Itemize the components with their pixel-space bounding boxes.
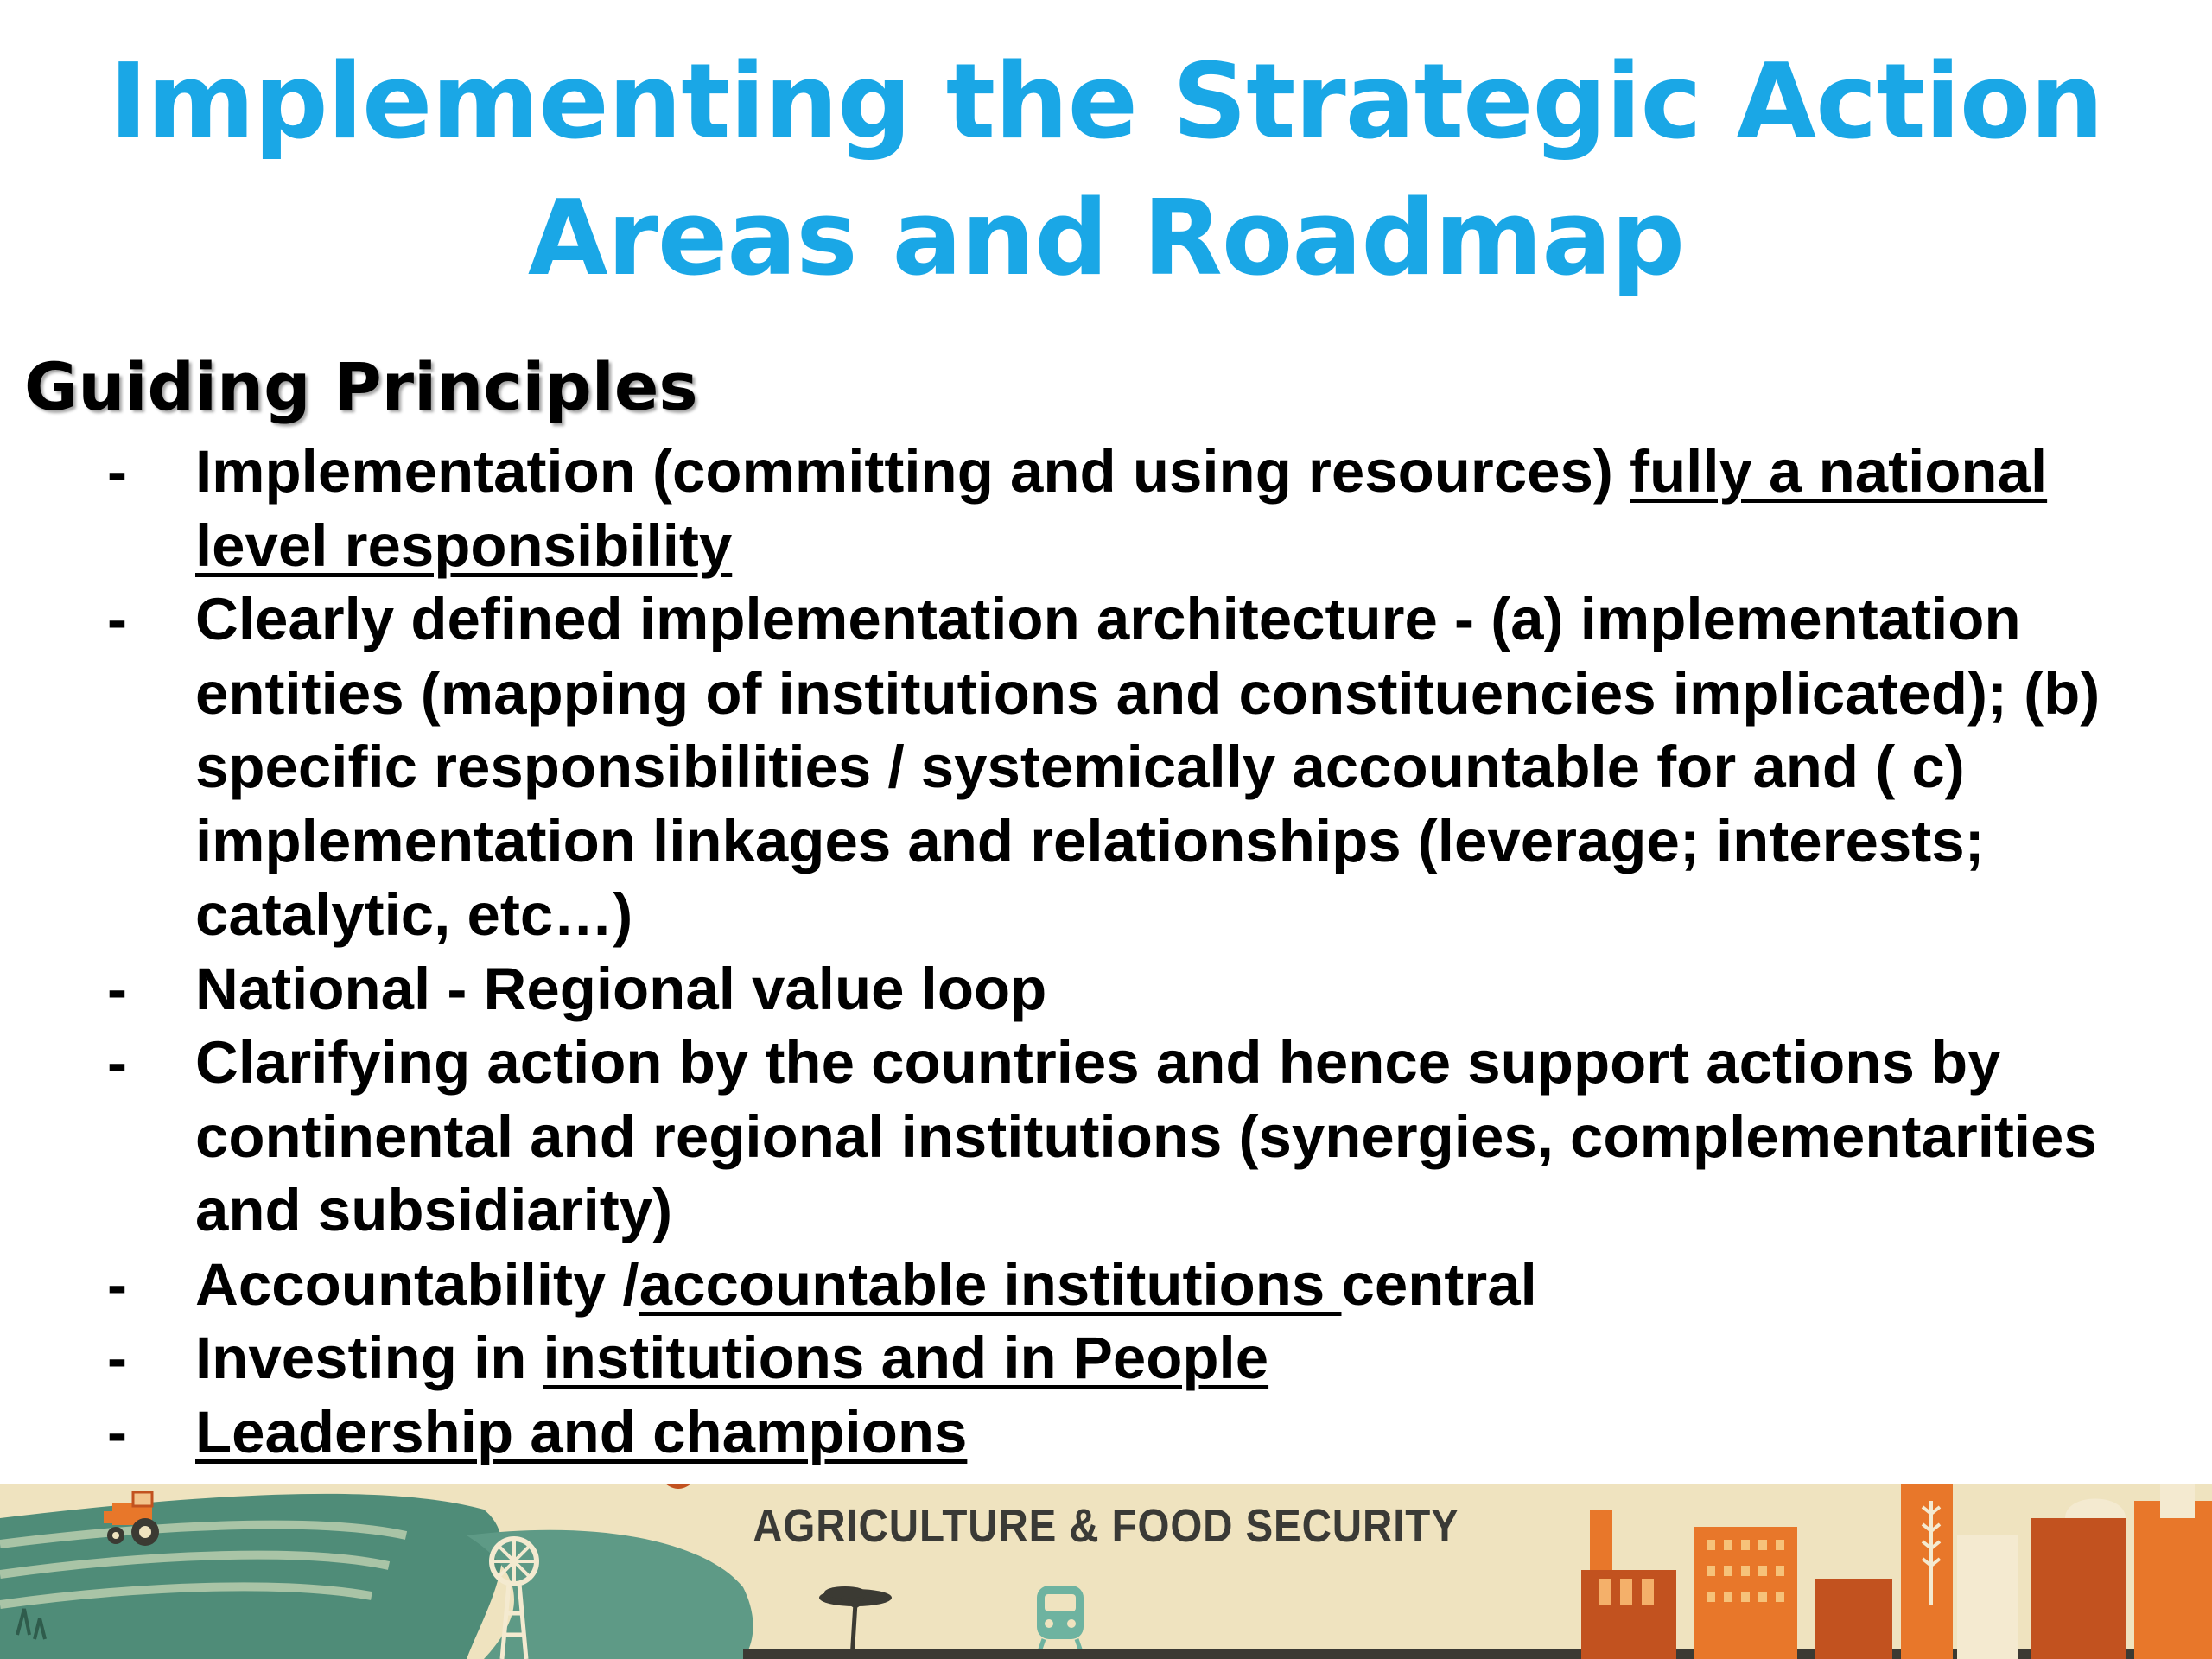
bullet-text: Implementation (committing and using resources) — [195, 438, 1630, 505]
slide-title — [0, 35, 2212, 308]
title-line-1: Implementing the Strategic Action — [109, 42, 2103, 162]
bullet-text: Investing in — [195, 1325, 543, 1391]
bullet-item — [0, 582, 2191, 952]
bullet-text: Clearly defined implementation architecture - (a) implementation entities (mapping of institutions and constituencies implicated); (b) specific responsibilities / systemically accountable for and ( c) implementation linkages and relationships (leverage; interests; catalytic, etc…) — [195, 586, 2101, 948]
bullet-text-underlined: fully a national level responsibility — [195, 438, 2048, 579]
bullet-text: National - Regional value loop — [195, 955, 1047, 1022]
title-line-2: Areas and Roadmap — [527, 179, 1685, 299]
bullet-dash: - — [107, 586, 127, 652]
bullet-item — [0, 1321, 2191, 1395]
bullet-text-underlined: institutions and in People — [543, 1325, 1269, 1391]
bullet-item — [0, 435, 2191, 582]
bullet-item — [0, 1395, 2191, 1470]
bullet-dash: - — [107, 1398, 127, 1465]
bullet-text-underlined: accountable institutions — [639, 1250, 1342, 1318]
section-heading: Guiding Principles — [24, 348, 698, 425]
bullet-item — [0, 1248, 2191, 1322]
banner-label: AGRICULTURE & FOOD SECURITY — [753, 1500, 1459, 1552]
bullet-dash: - — [107, 438, 127, 505]
bullet-dash: - — [107, 1250, 127, 1318]
bullet-dash: - — [107, 1029, 127, 1096]
bullet-text: central — [1341, 1250, 1537, 1318]
bullet-item — [0, 1026, 2191, 1248]
bullet-dash: - — [107, 955, 127, 1022]
bullet-text: Accountability / — [195, 1250, 639, 1318]
bullet-text-underlined: Leadership and champions — [195, 1398, 968, 1465]
bullet-text: Clarifying action by the countries and hence support actions by continental and regional institutions (synergies, complementarities and subsidiarity) — [195, 1029, 2097, 1243]
bullet-item — [0, 952, 2191, 1027]
bullet-dash: - — [107, 1325, 127, 1391]
bullet-list — [0, 435, 2212, 1469]
